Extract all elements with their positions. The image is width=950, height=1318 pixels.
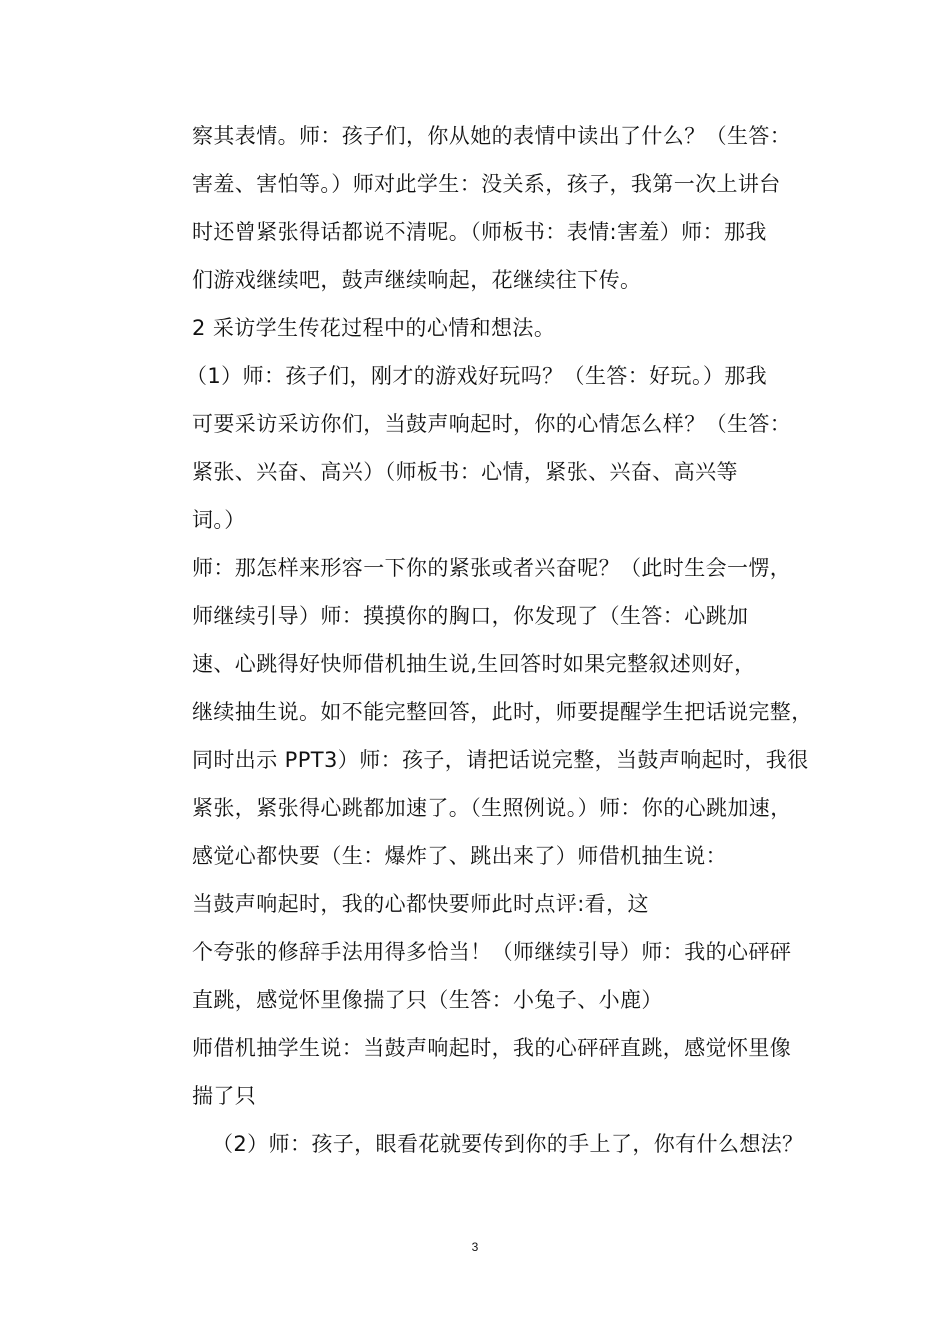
text-line: 可要采访采访你们，当鼓声响起时，你的心情怎么样？（生答： [192, 412, 792, 436]
text-line: 师继续引导）师：摸摸你的胸口，你发现了（生答：心跳加 [192, 604, 749, 628]
text-line: 当鼓声响起时，我的心都快要师此时点评:看，这 [192, 892, 649, 916]
text-line: 直跳，感觉怀里像揣了只（生答：小兔子、小鹿） [192, 988, 663, 1012]
text-line: 词。） [192, 508, 246, 532]
text-line: 揣了只 [192, 1084, 257, 1108]
section-heading: 2 采访学生传花过程中的心情和想法。 [192, 316, 556, 340]
text-line: （1）师：孩子们，刚才的游戏好玩吗？（生答：好玩。）那我 [186, 364, 768, 388]
text-line: 个夸张的修辞手法用得多恰当！（师继续引导）师：我的心砰砰 [192, 940, 792, 964]
text-line: 们游戏继续吧，鼓声继续响起，花继续往下传。 [192, 268, 642, 292]
text-line: 速、心跳得好快师借机抽生说,生回答时如果完整叙述则好， [192, 652, 756, 676]
text-line: 察其表情。师：孩子们，你从她的表情中读出了什么？（生答： [192, 124, 792, 148]
text-line: 师：那怎样来形容一下你的紧张或者兴奋呢？（此时生会一愣， [192, 556, 792, 580]
text-line: 害羞、害怕等。）师对此学生：没关系，孩子，我第一次上讲台 [192, 172, 781, 196]
text-line: 紧张、兴奋、高兴）（师板书：心情，紧张、兴奋、高兴等 [192, 460, 738, 484]
text-line: 同时出示 PPT3）师：孩子，请把话说完整，当鼓声响起时，我很 [192, 748, 809, 772]
text-line: 时还曾紧张得话都说不清呢。（师板书：表情:害羞）师：那我 [192, 220, 767, 244]
text-line: 紧张，紧张得心跳都加速了。（生照例说。）师：你的心跳加速， [192, 796, 792, 820]
text-line: 师借机抽学生说：当鼓声响起时，我的心砰砰直跳，感觉怀里像 [192, 1036, 792, 1060]
text-line: （2）师：孩子，眼看花就要传到你的手上了，你有什么想法？ [212, 1132, 804, 1156]
text-line: 继续抽生说。如不能完整回答，此时，师要提醒学生把话说完整， [192, 700, 813, 724]
text-line: 感觉心都快要（生：爆炸了、跳出来了）师借机抽生说： [192, 844, 727, 868]
page-number: 3 [471, 1240, 479, 1254]
